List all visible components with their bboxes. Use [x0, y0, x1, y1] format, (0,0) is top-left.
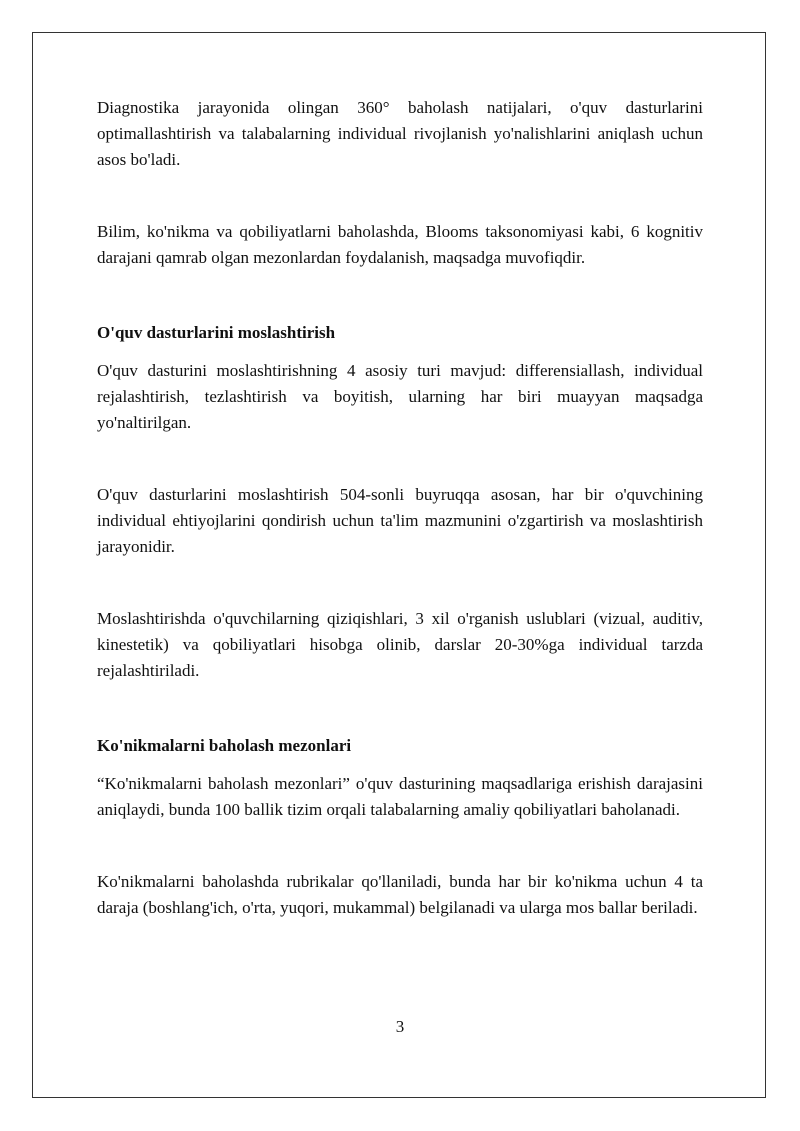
spacer — [97, 173, 703, 219]
spacer — [97, 684, 703, 733]
spacer — [97, 346, 703, 358]
paragraph-assessment-criteria: “Ko'nikmalarni baholash mezonlari” o'quv dasturining maqsadlariga erishish darajasini aniqlaydi, bunda 100 ballik tizim orqali talabalarning amaliy qobiliyatlari baholanadi. — [97, 774, 703, 819]
spacer — [97, 560, 703, 606]
page-number: 3 — [395, 1017, 405, 1036]
paragraph-order-504: O'quv dasturlarini moslashtirish 504-sonli buyruqqa asosan, har bir o'quvchining individual ehtiyojlarini qondirish uchun ta'lim mazmunini o'zgartirish va moslashtirish jarayonidir. — [97, 485, 703, 556]
spacer — [97, 436, 703, 482]
paragraph-learning-styles: Moslashtirishda o'quvchilarning qiziqishlari, 3 xil o'rganish uslublari (vizual, auditiv, kinestetik) va qobiliyatlari hisobga olinib, darslar 20-30%ga individual tarzda rejalashtiriladi. — [97, 609, 703, 680]
section-heading-curriculum-adaptation: O'quv dasturlarini moslashtirish — [97, 323, 336, 342]
spacer — [97, 271, 703, 320]
spacer — [97, 823, 703, 869]
document-body — [97, 95, 703, 921]
paragraph-rubrics: Ko'nikmalarni baholashda rubrikalar qo'llaniladi, bunda har bir ko'nikma uchun 4 ta daraja (boshlang'ich, o'rta, yuqori, mukammal) belgilanadi va ularga mos ballar beriladi. — [97, 872, 703, 917]
spacer — [97, 759, 703, 771]
paragraph-adaptation-types: O'quv dasturini moslashtirishning 4 asosiy turi mavjud: differensiallash, individual rejalashtirish, tezlashtirish va boyitish, ularning har biri muayyan maqsadga yo'naltirilgan. — [97, 361, 703, 432]
section-heading-skills-assessment: Ko'nikmalarni baholash mezonlari — [97, 736, 352, 755]
paragraph-blooms-taxonomy: Bilim, ko'nikma va qobiliyatlarni baholashda, Blooms taksonomiyasi kabi, 6 kognitiv darajani qamrab olgan mezonlardan foydalanish, maqsadga muvofiqdir. — [97, 222, 703, 267]
paragraph-360-assessment: Diagnostika jarayonida olingan 360° baholash natijalari, o'quv dasturlarini optimallashtirish va talabalarning individual rivojlanish yo'nalishlarini aniqlash uchun asos bo'ladi. — [97, 98, 703, 169]
